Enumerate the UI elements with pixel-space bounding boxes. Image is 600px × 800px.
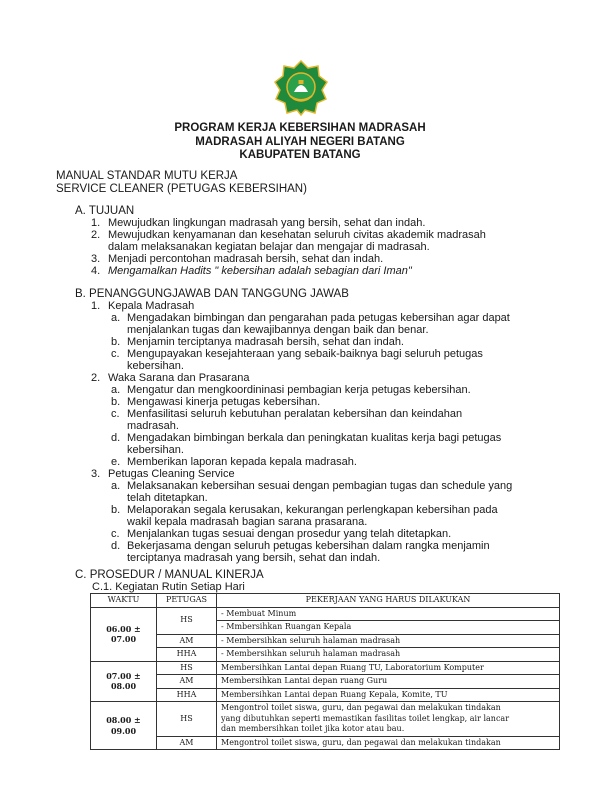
list-item: Menjamin terciptanya madrasah bersih, sehat dan indah. xyxy=(127,336,404,348)
list-item-continued: telah ditetapkan. xyxy=(127,492,208,504)
group-number: 2. xyxy=(91,372,101,384)
list-item: Mengadakan bimbingan dan pengarahan pada petugas kebersihan agar dapat xyxy=(127,312,510,324)
list-item: Menfasilitasi seluruh kebutuhan peralatan kebersihan dan keindahan xyxy=(127,408,463,420)
list-item-continued: dalam melaksanakan kegiatan belajar dan mengajar di madrasah. xyxy=(108,241,430,253)
list-item: Mewujudkan kenyamanan dan kesehatan seluruh civitas akademik madrasah xyxy=(108,229,486,241)
document-header xyxy=(0,122,600,163)
table-row xyxy=(91,688,560,702)
list-item-continued: kebersihan. xyxy=(127,444,184,456)
task-cell: - Membuat Minum xyxy=(217,607,560,621)
list-item-continued: kebersihan. xyxy=(127,360,184,372)
table-row xyxy=(91,607,560,621)
column-header: PETUGAS xyxy=(157,594,217,608)
task-cell: Membersihkan Lantai depan ruang Guru xyxy=(217,675,560,689)
group-number: 1. xyxy=(91,300,101,312)
list-letter: d. xyxy=(111,540,121,552)
column-header: WAKTU xyxy=(91,594,157,608)
section-b-title: B. PENANGGUNGJAWAB DAN TANGGUNG JAWAB xyxy=(75,288,349,300)
staff-cell: AM xyxy=(157,634,217,648)
time-cell: 07.00 ± 08.00 xyxy=(91,661,157,702)
staff-cell: HHA xyxy=(157,648,217,662)
header-school: MADRASAH ALIYAH NEGERI BATANG xyxy=(195,135,405,148)
list-item: Mengawasi kinerja petugas kebersihan. xyxy=(127,396,321,408)
list-item: Mengamalkan Hadits " kebersihan adalah sebagian dari Iman" xyxy=(108,265,412,277)
time-cell: 08.00 ± 09.00 xyxy=(91,702,157,750)
task-cell: - Mmbersihkan Ruangan Kepala xyxy=(217,621,560,635)
header-title: PROGRAM KERJA KEBERSIHAN MADRASAH xyxy=(174,122,426,134)
list-item: Mengadakan bimbingan berkala dan peningkatan kualitas kerja bagi petugas xyxy=(127,432,502,444)
manual-line2: SERVICE CLEANER (PETUGAS KEBERSIHAN) xyxy=(56,183,307,195)
column-header: PEKERJAAN YANG HARUS DILAKUKAN xyxy=(217,594,560,608)
list-item: Bekerjasama dengan seluruh petugas kebersihan dalam rangka menjamin xyxy=(127,540,490,552)
list-item: Mengupayakan kesejahteraan yang sebaik-baiknya bagi seluruh petugas xyxy=(127,348,483,360)
list-letter: b. xyxy=(111,504,121,516)
table-row xyxy=(91,661,560,675)
list-number: 3. xyxy=(91,253,101,265)
table-row xyxy=(91,675,560,689)
list-item: Melaksanakan kebersihan sesuai dengan pembagian tugas dan schedule yang xyxy=(127,480,513,492)
list-item: Mewujudkan lingkungan madrasah yang bersih, sehat dan indah. xyxy=(108,217,426,229)
list-letter: c. xyxy=(111,408,120,420)
task-line: dan membersihkan toilet jika kotor atau bau. xyxy=(221,724,405,733)
manual-title xyxy=(56,170,307,196)
list-item-continued: madrasah. xyxy=(127,420,179,432)
table-row xyxy=(91,702,560,737)
task-cell xyxy=(217,702,560,737)
list-item-continued: wakil kepala madrasah bagian sarana prasarana. xyxy=(127,516,368,528)
list-letter: b. xyxy=(111,336,121,348)
staff-cell: AM xyxy=(157,736,217,750)
staff-cell: HS xyxy=(157,607,217,634)
staff-cell: AM xyxy=(157,675,217,689)
task-line: yang dibutuhkan seperti memastikan fasilitas toilet lengkap, air lancar xyxy=(221,713,510,723)
list-number: 1. xyxy=(91,217,101,229)
task-line: Mengontrol toilet siswa, guru, dan pegawai dan melakukan tindakan xyxy=(221,703,501,712)
manual-line1: MANUAL STANDAR MUTU KERJA xyxy=(56,170,238,182)
table-row xyxy=(91,736,560,750)
section-a-title: A. TUJUAN xyxy=(75,205,135,217)
list-letter: c. xyxy=(111,348,120,360)
staff-cell: HS xyxy=(157,661,217,675)
list-number: 4. xyxy=(91,265,101,277)
section-c-subtitle: C.1. Kegiatan Rutin Setiap Hari xyxy=(92,581,245,593)
staff-cell: HS xyxy=(157,702,217,737)
task-cell: - Membersihkan seluruh halaman madrasah xyxy=(217,648,560,662)
list-item-continued: menjalankan tugas dan kewajibannya dengan baik dan benar. xyxy=(127,324,429,336)
list-letter: b. xyxy=(111,396,121,408)
list-item: Memberikan laporan kepada kepala madrasah. xyxy=(127,456,357,468)
staff-cell: HHA xyxy=(157,688,217,702)
header-region: KABUPATEN BATANG xyxy=(239,149,361,161)
list-item: Menjalankan tugas sesuai dengan prosedur yang telah ditetapkan. xyxy=(127,528,452,540)
list-item-continued: terciptanya madrasah yang bersih, sehat dan indah. xyxy=(127,552,381,564)
list-letter: e. xyxy=(111,456,121,468)
table-header-row xyxy=(91,594,560,608)
table-row xyxy=(91,634,560,648)
madrasah-emblem-icon xyxy=(274,60,328,116)
list-letter: d. xyxy=(111,432,121,444)
list-letter: a. xyxy=(111,384,121,396)
group-title: Kepala Madrasah xyxy=(108,300,195,312)
group-title: Petugas Cleaning Service xyxy=(108,468,235,480)
group-number: 3. xyxy=(91,468,101,480)
time-cell: 06.00 ± 07.00 xyxy=(91,607,157,661)
list-item: Mengatur dan mengkoordininasi pembagian kerja petugas kebersihan. xyxy=(127,384,471,396)
task-cell: Membersihkan Lantai depan Ruang Kepala, Komite, TU xyxy=(217,688,560,702)
list-letter: c. xyxy=(111,528,120,540)
task-cell: Mengontrol toilet siswa, guru, dan pegawai dan melakukan tindakan xyxy=(217,736,560,750)
list-number: 2. xyxy=(91,229,101,241)
list-letter: a. xyxy=(111,480,121,492)
group-title: Waka Sarana dan Prasarana xyxy=(108,372,250,384)
task-cell: Membersihkan Lantai depan Ruang TU, Laboratorium Komputer xyxy=(217,661,560,675)
daily-routine-table xyxy=(90,593,560,750)
list-letter: a. xyxy=(111,312,121,324)
table-row xyxy=(91,648,560,662)
list-item: Melaporakan segala kerusakan, kekurangan perlengkapan kebersihan pada xyxy=(127,504,498,516)
section-c-title: C. PROSEDUR / MANUAL KINERJA xyxy=(75,569,264,581)
task-cell: - Membersihkan seluruh halaman madrasah xyxy=(217,634,560,648)
list-item: Menjadi percontohan madrasah bersih, sehat dan indah. xyxy=(108,253,384,265)
